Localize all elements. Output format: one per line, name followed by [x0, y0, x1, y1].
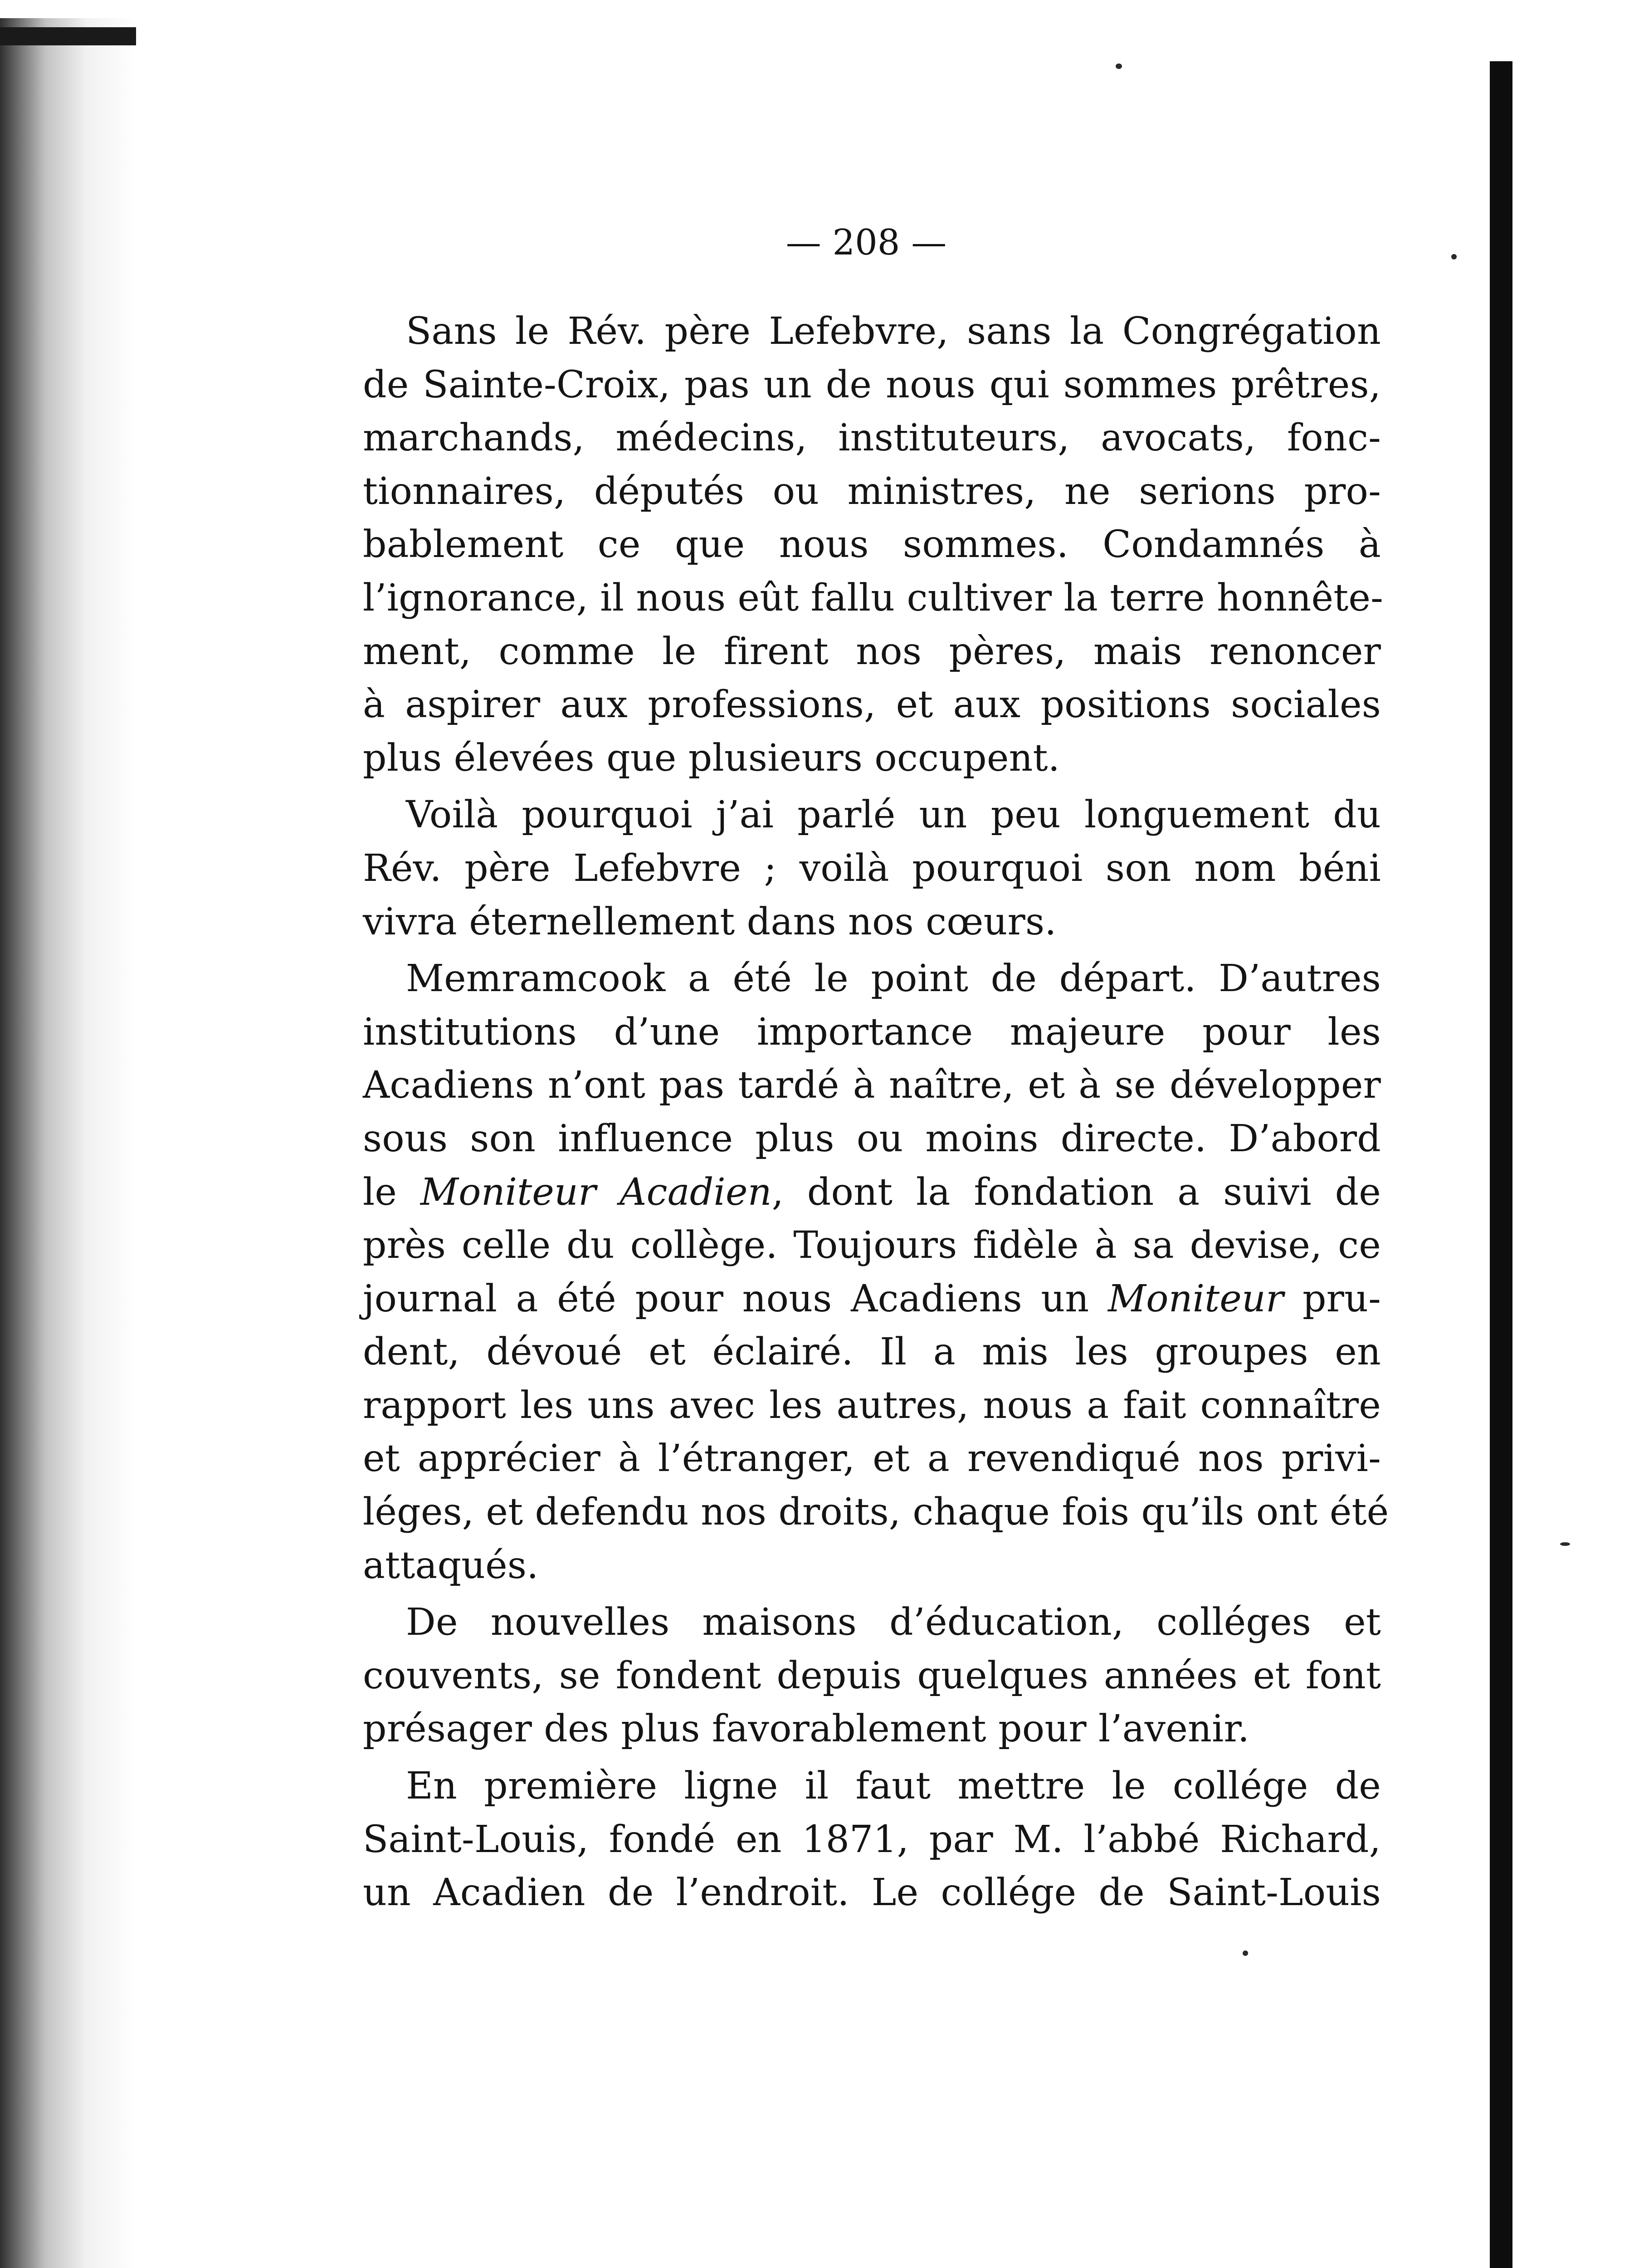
binding-shadow — [0, 18, 136, 2268]
binding-edge-top — [0, 27, 136, 45]
text-line: institutions d’une importance majeure pour les — [363, 1010, 1381, 1054]
text-line: bablement ce que nous sommes. Condamnés à — [363, 523, 1381, 567]
text-line: plus élevées que plusieurs occupent. — [363, 736, 1060, 780]
text-line: Acadiens n’ont pas tardé à naître, et à se développer — [363, 1064, 1381, 1107]
text-line: ment, comme le firent nos pères, mais renoncer — [363, 630, 1381, 673]
text-line: sous son influence plus ou moins directe. D’abord — [363, 1117, 1381, 1160]
text-segment: journal a été pour nous Acadiens un — [363, 1277, 1108, 1320]
text-line: En première ligne il faut mettre le collége de — [406, 1765, 1381, 1808]
text-line: De nouvelles maisons d’éducation, colléges et — [406, 1601, 1381, 1644]
text-line: vivra éternellement dans nos cœurs. — [363, 900, 1057, 943]
print-speck — [1451, 254, 1457, 259]
print-speck — [1560, 1542, 1570, 1546]
text-line: léges, et defendu nos droits, chaque fois qu’ils ont été — [363, 1491, 1389, 1534]
text-line: dent, dévoué et éclairé. Il a mis les groupes en — [363, 1330, 1381, 1374]
text-line: tionnaires, députés ou ministres, ne serions pro- — [363, 469, 1381, 513]
text-line — [363, 1166, 1381, 1219]
text-line — [363, 1272, 1381, 1326]
newspaper-title: Moniteur — [1107, 1277, 1284, 1320]
text-line: l’ignorance, il nous eût fallu cultiver la terre honnête- — [363, 576, 1384, 620]
page-number: — 208 — — [785, 222, 947, 263]
print-speck — [1116, 64, 1122, 69]
body-text — [363, 305, 1389, 1920]
text-line: Voilà pourquoi j’ai parlé un peu longuement du — [406, 793, 1381, 837]
text-line: marchands, médecins, instituteurs, avocats, fonc- — [363, 416, 1381, 460]
text-line: un Acadien de l’endroit. Le collége de Saint-Louis — [363, 1871, 1381, 1915]
text-line: Rév. père Lefebvre ; voilà pourquoi son nom béni — [363, 846, 1381, 890]
text-line: présager des plus favorablement pour l’avenir. — [363, 1707, 1250, 1751]
text-line: Sans le Rév. père Lefebvre, sans la Congrégation — [406, 310, 1381, 353]
text-line: près celle du collège. Toujours fidèle à sa devise, ce — [363, 1224, 1381, 1267]
newspaper-title: Moniteur Acadien — [420, 1170, 772, 1214]
text-line: Memramcook a été le point de départ. D’autres — [406, 957, 1381, 1001]
text-segment: le — [363, 1170, 420, 1214]
print-speck — [1243, 1950, 1248, 1956]
text-line: et apprécier à l’étranger, et a revendiqué nos privi- — [363, 1437, 1381, 1481]
text-segment: , dont la fondation a suivi de — [771, 1170, 1381, 1214]
text-line: à aspirer aux professions, et aux positions sociales — [363, 683, 1381, 727]
text-line: Saint-Louis, fondé en 1871, par M. l’abbé Richard, — [363, 1818, 1381, 1861]
page-edge-right — [1490, 61, 1512, 2268]
text-line: couvents, se fondent depuis quelques années et font — [363, 1654, 1381, 1697]
text-line: rapport les uns avec les autres, nous a fait connaître — [363, 1383, 1381, 1427]
text-line: attaqués. — [363, 1544, 539, 1587]
text-segment: pru- — [1283, 1277, 1381, 1320]
text-line: de Sainte-Croix, pas un de nous qui sommes prêtres, — [363, 363, 1381, 406]
